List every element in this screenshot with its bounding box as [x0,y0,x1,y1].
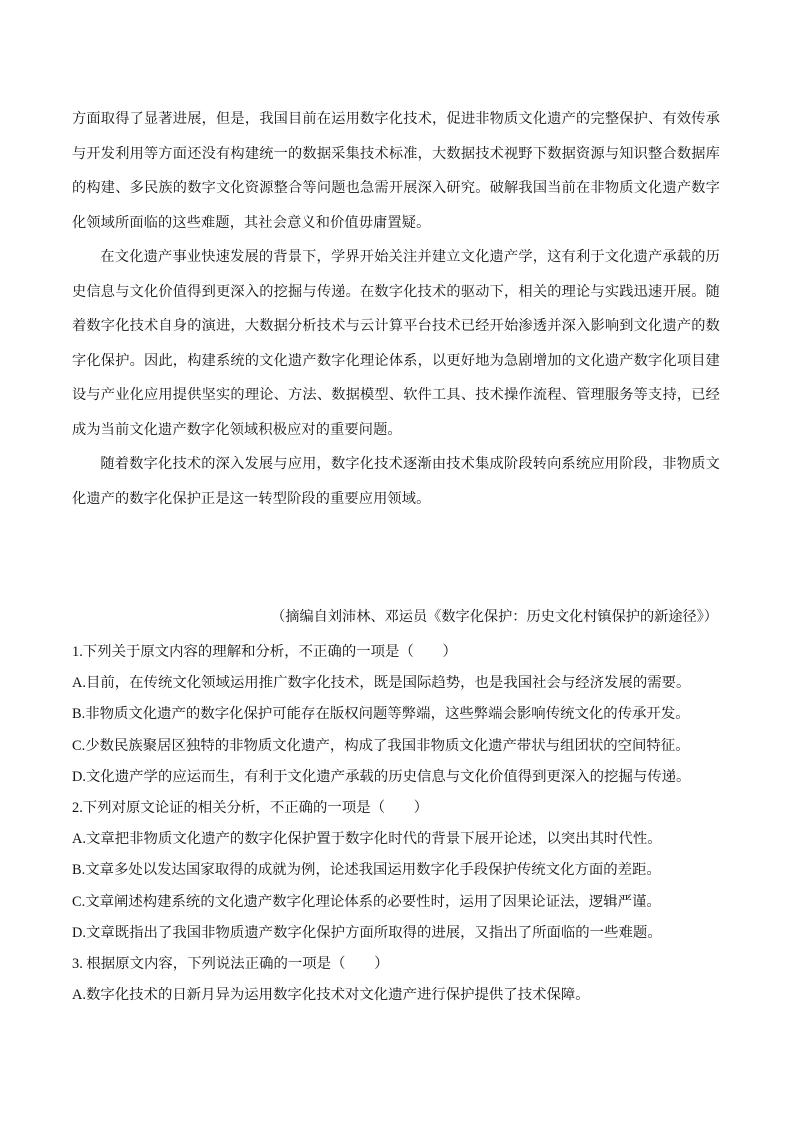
question-stem: 2.下列对原文论证的相关分析，不正确的一项是（ ） [72,800,429,817]
source-citation: （摘编自刘沛林、邓运员《数字化保护：历史文化村镇保护的新途径》） [271,609,718,625]
passage-paragraph: 随着数字化技术的深入发展与应用，数字化技术逐渐由技术集成阶段转向系统应用阶段，非物质文化遗产的数字化保护正是这一转型阶段的重要应用领域。 [72,456,720,507]
passage-paragraph: 在文化遗产事业快速发展的背景下，学界开始关注并建立文化遗产学，这有利于文化遗产承载的历史信息与文化价值得到更深入的挖掘与传递。在数字化技术的驱动下，相关的理论与实践迅速开展。随着数字化技术自身的演进，大数据分析技术与云计算平台技术已经开始渗透并深入影响到文化遗产的数字化保护。因此，构建系统的文化遗产数字化理论体系，以更好地为急剧增加的文化遗产数字化项目建设与产业化应用提供坚实的理论、方法、数据模型、软件工具、技术操作流程、管理服务等支持，已经成为当前文化遗产数字化领域积极应对的重要问题。 [72,249,720,438]
passage-paragraph: 方面取得了显著进展，但是，我国目前在运用数字化技术，促进非物质文化遗产的完整保护、有效传承与开发利用等方面还没有构建统一的数据采集技术标准，大数据技术视野下数据资源与知识整合数据库的构建、多民族的数字文化资源整合等问题也急需开展深入研究。破解我国当前在非物质文化遗产数字化领域所面临的这些难题，其社会意义和价值毋庸置疑。 [72,111,720,231]
answer-option: D.文章既指出了我国非物质遗产数字化保护方面所取得的进展，又指出了所面临的一些难题。 [72,924,662,941]
answer-option: A.目前，在传统文化领域运用推广数字化技术，既是国际趋势，也是我国社会与经济发展的需要。 [72,675,691,692]
question-stem: 1.下列关于原文内容的理解和分析，不正确的一项是（ ） [72,644,457,660]
answer-option: B.非物质文化遗产的数字化保护可能存在版权问题等弊端，这些弊端会影响传统文化的传承开发。 [72,706,690,723]
question-stem: 3. 根据原文内容，下列说法正确的一项是（ ） [72,956,389,973]
question-list [72,637,732,1011]
answer-option: A.数字化技术的日新月异为运用数字化技术对文化遗产进行保护提供了技术保障。 [72,987,590,1004]
answer-option: C.少数民族聚居区独特的非物质文化遗产，构成了我国非物质文化遗产带状与组团状的空间特征。 [72,737,690,754]
answer-option: D.文化遗产学的应运而生，有利于文化遗产承载的历史信息与文化价值得到更深入的挖掘与传递。 [72,768,691,785]
answer-option: A.文章把非物质文化遗产的数字化保护置于数字化时代的背景下展开论述，以突出其时代性。 [72,831,662,848]
answer-option: C.文章阐述构建系统的文化遗产数字化理论体系的必要性时，运用了因果论证法，逻辑严谨。 [72,893,661,910]
answer-option: B.文章多处以发达国家取得的成就为例，论述我国运用数字化手段保护传统文化方面的差距。 [72,862,661,879]
reading-passage [72,102,720,516]
